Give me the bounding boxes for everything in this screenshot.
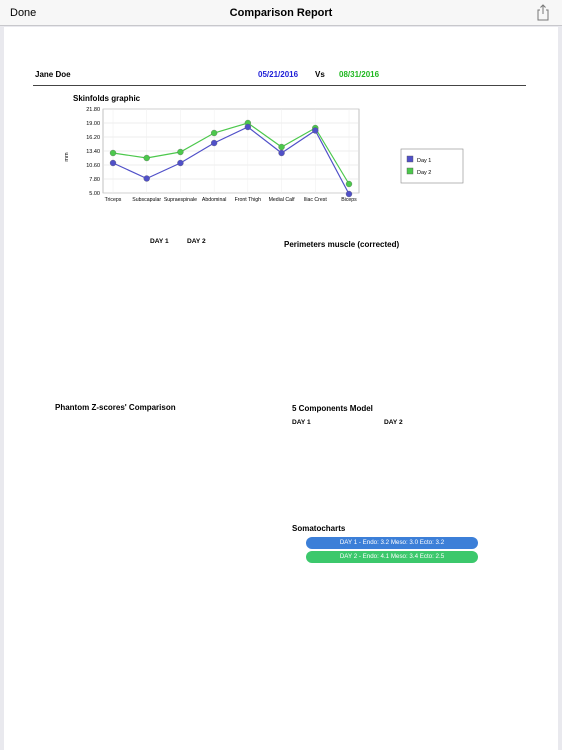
column-header-day1: DAY 1 — [150, 238, 169, 245]
phantom-title: Phantom Z-scores' Comparison — [55, 403, 176, 412]
data-point — [312, 128, 318, 134]
x-tick-label: Biceps — [341, 197, 357, 203]
data-point — [245, 124, 251, 130]
skinfolds-title: Skinfolds graphic — [73, 94, 141, 103]
legend-label: Day 2 — [417, 170, 432, 176]
done-button[interactable]: Done — [10, 7, 37, 19]
data-point — [144, 176, 150, 182]
client-name: Jane Doe — [35, 70, 71, 79]
data-point — [211, 130, 217, 136]
legend-swatch — [407, 168, 413, 174]
header-divider — [33, 85, 526, 86]
date-day1: 05/21/2016 — [258, 70, 299, 79]
data-point — [110, 150, 116, 156]
somatochart — [304, 567, 500, 747]
basic-data-table — [68, 239, 268, 389]
report-page — [4, 27, 558, 750]
x-tick-label: Triceps — [104, 197, 122, 203]
data-point — [279, 144, 285, 150]
page-title: Comparison Report — [229, 7, 333, 19]
data-point — [177, 160, 183, 166]
navigation-bar — [0, 0, 562, 26]
y-tick-label: 21.80 — [86, 107, 100, 113]
pie-day1-title: DAY 1 — [292, 419, 311, 426]
perimeters-table — [280, 253, 550, 383]
y-axis-label: mm — [64, 152, 70, 162]
y-tick-label: 7.80 — [89, 177, 100, 183]
data-point — [346, 191, 352, 197]
y-tick-label: 16.20 — [86, 135, 100, 141]
x-tick-label: Supraespinale — [163, 197, 198, 203]
y-tick-label: 19.00 — [86, 121, 100, 127]
y-tick-label: 10.60 — [86, 163, 100, 169]
somato-day2-bar: DAY 2 - Endo: 4.1 Meso: 3.4 Ecto: 2.5 — [306, 551, 478, 563]
components-chart — [288, 425, 538, 520]
legend-box — [401, 149, 463, 183]
data-point — [211, 140, 217, 146]
x-tick-label: Medial Calf — [268, 197, 295, 203]
phantom-chart — [52, 417, 292, 750]
somato-day1-bar: DAY 1 - Endo: 3.2 Meso: 3.0 Ecto: 3.2 — [306, 537, 478, 549]
legend-label: Day 1 — [417, 158, 432, 164]
share-icon[interactable] — [536, 4, 550, 21]
components-title: 5 Components Model — [292, 404, 373, 413]
vs-label: Vs — [315, 70, 325, 79]
data-point — [110, 160, 116, 166]
date-day2: 08/31/2016 — [339, 70, 380, 79]
perimeters-title: Perimeters muscle (corrected) — [284, 240, 400, 249]
legend-swatch — [407, 156, 413, 162]
data-point — [144, 155, 150, 161]
column-header-day2: DAY 2 — [187, 238, 206, 245]
y-tick-label: 13.40 — [86, 149, 100, 155]
x-tick-label: Iliac Crest — [303, 197, 327, 203]
somatocharts-title: Somatocharts — [292, 524, 346, 533]
skinfolds-chart — [59, 105, 519, 227]
x-tick-label: Abdominal — [201, 197, 227, 203]
x-tick-label: Front Thigh — [234, 197, 262, 203]
pie-day2-title: DAY 2 — [384, 419, 403, 426]
y-tick-label: 5.00 — [89, 191, 100, 197]
data-point — [279, 150, 285, 156]
data-point — [346, 181, 352, 187]
data-point — [177, 149, 183, 155]
x-tick-label: Subscapular — [132, 197, 162, 203]
